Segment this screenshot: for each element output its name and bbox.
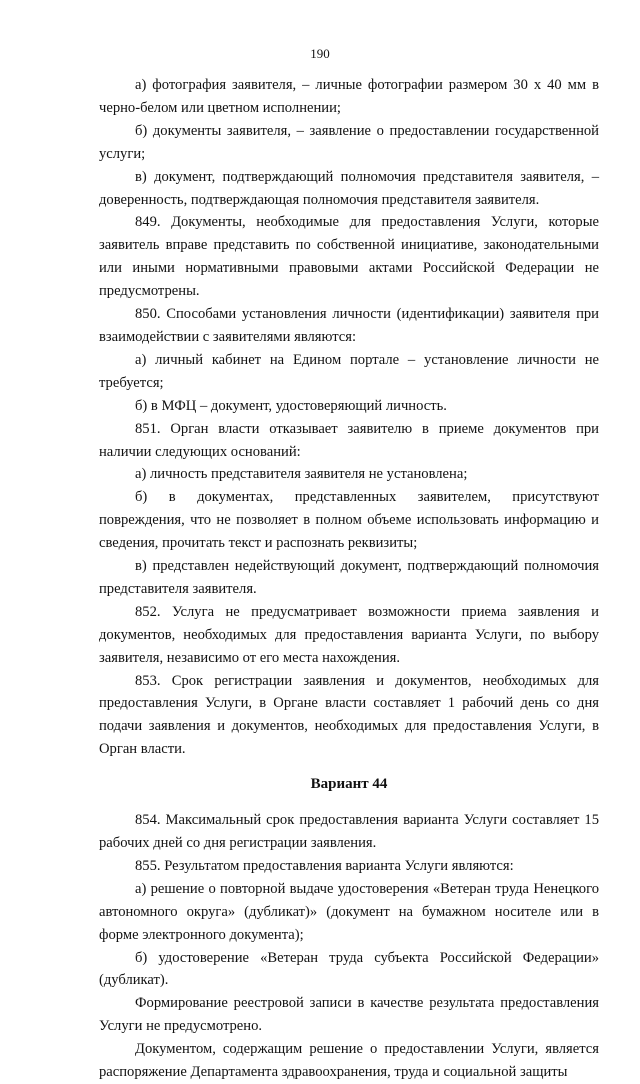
paragraph-850-a: а) личный кабинет на Едином портале – установление личности не требуется; xyxy=(99,351,599,391)
paragraph-851-c: в) представлен недействующий документ, подтверждающий полномочия представителя заявителя. xyxy=(99,558,599,597)
paragraph-855: 855. Результатом предоставления варианта Услуги являются: xyxy=(135,857,514,874)
page-number: 190 xyxy=(310,46,330,61)
paragraph-850-b: б) в МФЦ – документ, удостоверяющий личность. xyxy=(135,397,447,414)
paragraph-photo: а) фотография заявителя, – личные фотографии размером 30 х 40 мм в черно-белом или цветном исполнении; xyxy=(99,77,599,116)
paragraph-855-a: а) решение о повторной выдаче удостоверения «Ветеран труда Ненецкого автономного округа» (дубликат)» (документ на бумажном носителе или в форме электронного документа); xyxy=(99,880,599,943)
paragraph-850: 850. Способами установления личности (идентификации) заявителя при взаимодействии с заявителями являются: xyxy=(99,306,599,345)
section-heading: Вариант 44 xyxy=(310,776,388,793)
paragraph-representative-authority: в) документ, подтверждающий полномочия представителя заявителя, – доверенность, подтверждающая полномочия представителя заявителя. xyxy=(99,168,599,208)
page-content xyxy=(99,74,599,1084)
paragraph-852: 852. Услуга не предусматривает возможности приема заявления и документов, необходимых для предоставления варианта Услуги, по выбору заявителя, независимо от его места нахождения. xyxy=(99,603,599,666)
paragraph-851-a: а) личность представителя заявителя не установлена; xyxy=(135,466,468,483)
paragraph-registry-record: Формирование реестровой записи в качестве результата предоставления Услуги не предусмотрено. xyxy=(99,995,599,1035)
paragraph-853: 853. Срок регистрации заявления и документов, необходимых для предоставления Услуги, в Органе власти составляет 1 рабочий день со дня подачи заявления и документов, необходимых для предоставления Услуги, в Орган власти. xyxy=(99,672,599,758)
paragraph-851-b: б) в документах, представленных заявителем, присутствуют повреждения, что не позволяет в полном объеме использовать информацию и сведения, прочитать текст и распознать реквизиты; xyxy=(99,489,599,552)
paragraph-851: 851. Орган власти отказывает заявителю в приеме документов при наличии следующих оснований: xyxy=(99,420,599,460)
paragraph-855-b: б) удостоверение «Ветеран труда субъекта Российской Федерации» (дубликат). xyxy=(99,949,599,989)
paragraph-decision-document: Документом, содержащим решение о предоставлении Услуги, является распоряжение Департамента здравоохранения, труда и социальной защиты xyxy=(99,1041,599,1081)
paragraph-849: 849. Документы, необходимые для предоставления Услуги, которые заявитель вправе представить по собственной инициативе, законодательными или иными нормативными правовыми актами Российской Федерации не предусмотрены. xyxy=(99,214,599,300)
paragraph-applicant-documents: б) документы заявителя, – заявление о предоставлении государственной услуги; xyxy=(99,122,599,162)
paragraph-854: 854. Максимальный срок предоставления варианта Услуги составляет 15 рабочих дней со дня регистрации заявления. xyxy=(99,812,599,851)
